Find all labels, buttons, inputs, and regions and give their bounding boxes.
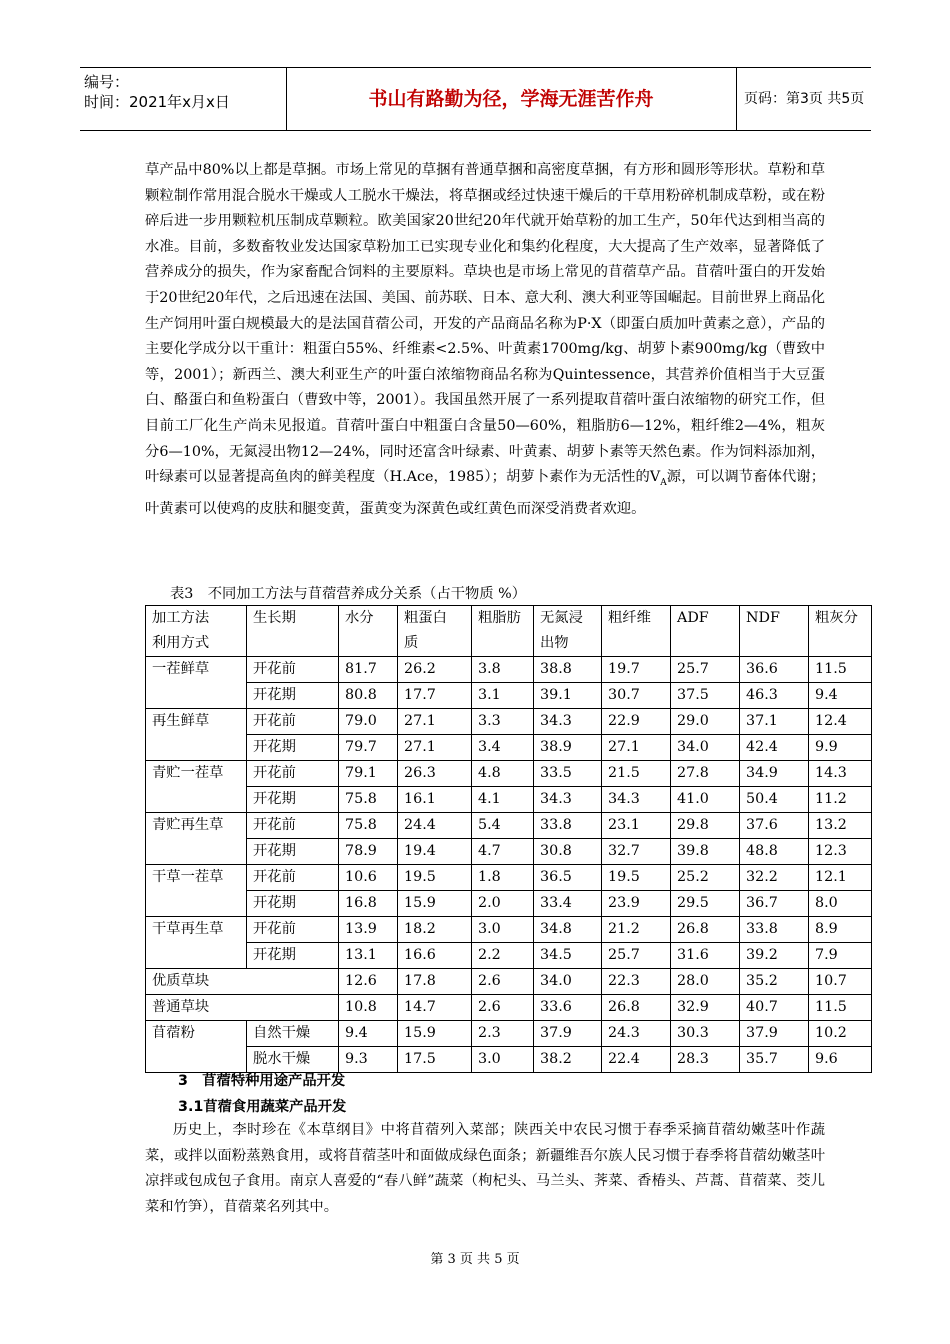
table-cell: 10.8 [339, 995, 398, 1021]
table-cell: 80.8 [339, 683, 398, 709]
table-cell: 13.2 [809, 813, 872, 839]
table-cell: 2.6 [472, 995, 534, 1021]
table-cell: 19.7 [602, 657, 671, 683]
table-cell: 2.3 [472, 1021, 534, 1047]
table-cell: 16.1 [398, 787, 472, 813]
table-cell: 开花期 [247, 839, 339, 865]
nutrition-table [145, 605, 872, 1073]
table-cell: 36.7 [740, 891, 809, 917]
table-cell: 34.0 [671, 735, 740, 761]
table-header-cell: 水分 [339, 606, 398, 657]
table-cell: 9.3 [339, 1047, 398, 1073]
method-cell: 干草一茬草 [146, 865, 247, 917]
table-cell: 26.8 [602, 995, 671, 1021]
table-cell: 13.1 [339, 943, 398, 969]
va-main: V [649, 469, 661, 486]
table-cell: 脱水干燥 [247, 1047, 339, 1073]
table-cell: 26.2 [398, 657, 472, 683]
table-cell: 15.9 [398, 1021, 472, 1047]
table-cell: 13.9 [339, 917, 398, 943]
table-cell: 48.8 [740, 839, 809, 865]
table-cell: 33.4 [534, 891, 602, 917]
table-cell: 78.9 [339, 839, 398, 865]
table-cell: 4.7 [472, 839, 534, 865]
section-heading-3: 3 苜蓿特种用途产品开发 [178, 1073, 346, 1089]
table-cell: 32.2 [740, 865, 809, 891]
table-cell: 21.2 [602, 917, 671, 943]
table-cell: 27.8 [671, 761, 740, 787]
table-cell: 9.6 [809, 1047, 872, 1073]
table-cell: 34.3 [534, 709, 602, 735]
table-row [146, 891, 872, 917]
table-header-cell: 粗纤维 [602, 606, 671, 657]
paragraph: 历史上，李时珍在《本草纲目》中将苜蓿列入菜部；陕西关中农民习惯于春季采摘苜蓿幼嫩茎叶作蔬菜，或拌以面粉蒸熟食用，或将苜蓿茎叶和面做成绿色面条；新疆维吾尔族人民习惯于春季将苜蓿幼嫩茎叶凉拌或包成包子食用。南京人喜爱的“春八鲜”蔬菜（枸杞头、马兰头、荠菜、香椿头、芦蒿、苜蓿菜、茭儿菜和竹笋），苜蓿菜名列其中。 [145, 1122, 825, 1215]
table-header-cell: 粗脂肪 [472, 606, 534, 657]
table-cell: 39.1 [534, 683, 602, 709]
table-cell: 75.8 [339, 787, 398, 813]
table-cell: 23.9 [602, 891, 671, 917]
table-cell: 14.3 [809, 761, 872, 787]
table-row [146, 917, 872, 943]
table-header-cell: ADF [671, 606, 740, 657]
table-cell: 12.6 [339, 969, 398, 995]
table-cell: 开花前 [247, 865, 339, 891]
table-cell: 33.5 [534, 761, 602, 787]
table-cell: 28.3 [671, 1047, 740, 1073]
table-cell: 17.5 [398, 1047, 472, 1073]
section-heading-3-1: 3.1苜蓿食用蔬菜产品开发 [178, 1099, 347, 1115]
method-cell: 青贮再生草 [146, 813, 247, 865]
header-motto: 书山有路勤为径，学海无涯苦作舟 [368, 88, 654, 110]
table-cell: 24.3 [602, 1021, 671, 1047]
table-cell: 3.8 [472, 657, 534, 683]
table-cell: 15.9 [398, 891, 472, 917]
table-cell: 29.8 [671, 813, 740, 839]
table-cell: 2.6 [472, 969, 534, 995]
table-cell: 开花前 [247, 709, 339, 735]
method-cell: 苜蓿粉 [146, 1021, 247, 1073]
table-cell: 开花前 [247, 657, 339, 683]
table-cell: 开花前 [247, 761, 339, 787]
table-cell: 36.6 [740, 657, 809, 683]
table-row [146, 969, 872, 995]
table-cell: 17.8 [398, 969, 472, 995]
table-caption: 表3 不同加工方法与苜蓿营养成分关系（占干物质 %） [170, 586, 527, 602]
table-header-row [146, 606, 872, 657]
table-cell: 34.5 [534, 943, 602, 969]
table-row [146, 865, 872, 891]
table-cell: 5.4 [472, 813, 534, 839]
table-cell: 33.8 [534, 813, 602, 839]
table-cell: 10.6 [339, 865, 398, 891]
table-cell: 9.9 [809, 735, 872, 761]
table-cell: 11.5 [809, 995, 872, 1021]
table-cell: 开花期 [247, 735, 339, 761]
table-cell: 34.3 [602, 787, 671, 813]
table-cell: 35.2 [740, 969, 809, 995]
table-cell: 11.5 [809, 657, 872, 683]
paragraph [145, 158, 825, 522]
table-row [146, 1047, 872, 1073]
table-cell: 26.3 [398, 761, 472, 787]
table-row [146, 735, 872, 761]
table-cell: 10.2 [809, 1021, 872, 1047]
table-cell: 26.8 [671, 917, 740, 943]
table-cell: 4.1 [472, 787, 534, 813]
table-cell: 32.9 [671, 995, 740, 1021]
table-cell: 19.4 [398, 839, 472, 865]
table-cell: 79.1 [339, 761, 398, 787]
table-cell: 自然干燥 [247, 1021, 339, 1047]
body-text-2 [145, 1118, 825, 1220]
table-cell: 25.7 [602, 943, 671, 969]
table-cell: 40.7 [740, 995, 809, 1021]
page-header [80, 67, 871, 131]
table-cell: 25.7 [671, 657, 740, 683]
table-cell: 27.1 [398, 735, 472, 761]
table-cell: 14.7 [398, 995, 472, 1021]
table-header-cell: 加工方法 利用方式 [146, 606, 247, 657]
table-cell: 79.7 [339, 735, 398, 761]
table-cell: 75.8 [339, 813, 398, 839]
table-cell: 28.0 [671, 969, 740, 995]
table-cell: 33.6 [534, 995, 602, 1021]
table-cell: 37.5 [671, 683, 740, 709]
table-cell: 22.9 [602, 709, 671, 735]
table-cell: 开花前 [247, 813, 339, 839]
table-cell: 8.0 [809, 891, 872, 917]
table-header-cell: 无氮浸 出物 [534, 606, 602, 657]
table-cell: 36.5 [534, 865, 602, 891]
table-cell: 3.4 [472, 735, 534, 761]
paragraph-end: 源，可以调节畜体代谢；叶黄素可以使鸡的皮肤和腿变黄，蛋黄变为深黄色或红黄色而深受消费者欢迎。 [145, 469, 825, 517]
table-cell: 8.9 [809, 917, 872, 943]
table-cell: 39.8 [671, 839, 740, 865]
table-cell: 22.3 [602, 969, 671, 995]
table-cell: 17.7 [398, 683, 472, 709]
table-cell: 23.1 [602, 813, 671, 839]
table-cell: 38.2 [534, 1047, 602, 1073]
table-cell: 37.6 [740, 813, 809, 839]
table-cell: 21.5 [602, 761, 671, 787]
table-cell: 24.4 [398, 813, 472, 839]
table-cell: 34.8 [534, 917, 602, 943]
table-cell: 30.3 [671, 1021, 740, 1047]
table-header-cell: 粗灰分 [809, 606, 872, 657]
header-meta [84, 68, 284, 134]
method-cell: 优质草块 [146, 969, 339, 995]
va-subscript: A [660, 477, 667, 488]
table-cell: 开花期 [247, 787, 339, 813]
table-cell: 10.7 [809, 969, 872, 995]
table-cell: 开花期 [247, 683, 339, 709]
paragraph-text: 草产品中80%以上都是草捆。市场上常见的草捆有普通草捆和高密度草捆，有方形和圆形等形状。草粉和草颗粒制作常用混合脱水干燥或人工脱水干燥法，将草捆或经过快速干燥后的干草用粉碎机制成草粉，或在粉碎后进一步用颗粒机压制成草颗粒。欧美国家20世纪20年代就开始草粉的加工生产，50年代达到相当高的水准。目前，多数畜牧业发达国家草粉加工已实现专业化和集约化程度，大大提高了生产效率，显著降低了营养成分的损失，作为家畜配合饲料的主要原料。草块也是市场上常见的苜蓿草产品。苜蓿叶蛋白的开发始于20世纪20年代，之后迅速在法国、美国、前苏联、日本、意大利、澳大利亚等国崛起。目前世界上商品化生产饲用叶蛋白规模最大的是法国苜蓿公司，开发的产品商品名称为P·X（即蛋白质加叶黄素之意），产品的主要化学成分以干重计：粗蛋白55%、纤维素<2.5%、叶黄素1700mg/kg、胡萝卜素900mg/kg（曹致中等，2001）；新西兰、澳大利亚生产的叶蛋白浓缩物商品名称为Quintessence，其营养价值相当于大豆蛋白、酪蛋白和鱼粉蛋白（曹致中等，2001）。我国虽然开展了一系列提取苜蓿叶蛋白浓缩物的研究工作，但目前工厂化生产尚未见报道。苜蓿叶蛋白中粗蛋白含量50—60%，粗脂肪6—12%，粗纤维2—4%，粗灰分6—10%，无氮浸出物12—24%，同时还富含叶绿素、叶黄素、胡萝卜素等天然色素。作为饲料添加剂，叶绿素可以显著提高鱼肉的鲜美程度（H.Ace，1985）；胡萝卜素作为无活性的 [145, 162, 825, 486]
method-cell: 一茬鲜草 [146, 657, 247, 709]
table-cell: 3.1 [472, 683, 534, 709]
table-cell: 9.4 [339, 1021, 398, 1047]
table-row [146, 1021, 872, 1047]
table-cell: 2.0 [472, 891, 534, 917]
table-cell: 3.0 [472, 1047, 534, 1073]
table-cell: 3.3 [472, 709, 534, 735]
table-cell: 27.1 [398, 709, 472, 735]
table-header-cell: 生长期 [247, 606, 339, 657]
table-cell: 7.9 [809, 943, 872, 969]
table-cell: 34.3 [534, 787, 602, 813]
number-label: 编号： [84, 73, 130, 91]
table-cell: 37.1 [740, 709, 809, 735]
table-cell: 19.5 [602, 865, 671, 891]
table-cell: 开花期 [247, 891, 339, 917]
table-row [146, 943, 872, 969]
table-cell: 79.0 [339, 709, 398, 735]
table-cell: 16.6 [398, 943, 472, 969]
header-divider [736, 68, 737, 130]
table-row [146, 683, 872, 709]
table-cell: 37.9 [740, 1021, 809, 1047]
table-row [146, 787, 872, 813]
table-cell: 42.4 [740, 735, 809, 761]
table-row [146, 709, 872, 735]
table-cell: 18.2 [398, 917, 472, 943]
table-cell: 12.3 [809, 839, 872, 865]
table-cell: 4.8 [472, 761, 534, 787]
table-cell: 12.4 [809, 709, 872, 735]
table-header-cell: 粗蛋白 质 [398, 606, 472, 657]
table-header-cell: NDF [740, 606, 809, 657]
table-cell: 19.5 [398, 865, 472, 891]
table-cell: 37.9 [534, 1021, 602, 1047]
table-cell: 开花期 [247, 943, 339, 969]
table-cell: 2.2 [472, 943, 534, 969]
table-cell: 32.7 [602, 839, 671, 865]
table-row [146, 657, 872, 683]
table-cell: 27.1 [602, 735, 671, 761]
page-footer: 第 3 页 共 5 页 [430, 1252, 520, 1267]
table-cell: 38.8 [534, 657, 602, 683]
table-cell: 81.7 [339, 657, 398, 683]
table-cell: 34.9 [740, 761, 809, 787]
table-cell: 11.2 [809, 787, 872, 813]
table-row [146, 995, 872, 1021]
table-cell: 46.3 [740, 683, 809, 709]
method-cell: 普通草块 [146, 995, 339, 1021]
table-cell: 29.5 [671, 891, 740, 917]
table-cell: 1.8 [472, 865, 534, 891]
table-cell: 38.9 [534, 735, 602, 761]
table-cell: 9.4 [809, 683, 872, 709]
table-cell: 30.8 [534, 839, 602, 865]
method-cell: 青贮一茬草 [146, 761, 247, 813]
method-cell: 再生鲜草 [146, 709, 247, 761]
table-cell: 3.0 [472, 917, 534, 943]
table-cell: 开花前 [247, 917, 339, 943]
table-cell: 12.1 [809, 865, 872, 891]
header-page-info: 页码：第3页 共5页 [744, 91, 865, 107]
table-cell: 35.7 [740, 1047, 809, 1073]
table-cell: 30.7 [602, 683, 671, 709]
table-cell: 22.4 [602, 1047, 671, 1073]
table-row [146, 839, 872, 865]
table-cell: 41.0 [671, 787, 740, 813]
table-cell: 39.2 [740, 943, 809, 969]
table-row [146, 813, 872, 839]
table-row [146, 761, 872, 787]
table-cell: 25.2 [671, 865, 740, 891]
body-text [145, 158, 825, 522]
table-cell: 50.4 [740, 787, 809, 813]
table-cell: 31.6 [671, 943, 740, 969]
method-cell: 干草再生草 [146, 917, 247, 969]
table-cell: 16.8 [339, 891, 398, 917]
time-label: 时间：2021年x月x日 [84, 93, 230, 111]
table-cell: 34.0 [534, 969, 602, 995]
table-cell: 33.8 [740, 917, 809, 943]
table-cell: 29.0 [671, 709, 740, 735]
